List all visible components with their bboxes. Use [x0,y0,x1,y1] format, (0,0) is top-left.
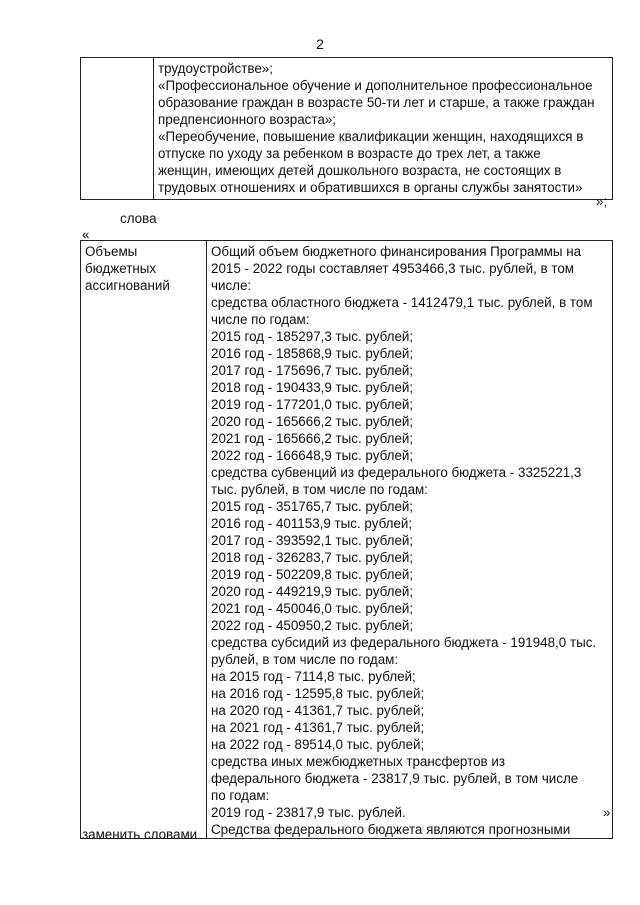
text-line: числе по годам: [211,312,310,327]
text-line: 2016 год - 401153,9 тыс. рублей; [211,516,413,531]
closing-quote: » [603,805,611,820]
text-line: 2017 год - 175696,7 тыс. рублей; [211,363,414,378]
text-line: по годам: [211,788,270,803]
text-line: на 2021 год - 41361,7 тыс. рублей; [211,720,425,735]
text-line: на 2020 год - 41361,7 тыс. рублей; [211,703,425,718]
instruction-words: слова [120,211,157,226]
text-line: 2020 год - 165666,2 тыс. рублей; [211,414,414,429]
text-line: 2016 год - 185868,9 тыс. рублей; [211,346,414,361]
text-line: «Профессиональное обучение и дополнительное профессиональное [158,78,593,93]
text-line: на 2015 год - 7114,8 тыс. рублей; [211,669,416,684]
text-line: женщин, имеющих детей дошкольного возраста, не состоящих в [158,163,562,178]
label-line: Объемы [85,244,138,259]
table-row [81,58,613,200]
text-line: трудовых отношениях и обратившихся в органы службы занятости» [158,180,583,195]
text-line: числе: [211,278,252,293]
text-line: 2019 год - 177201,0 тыс. рублей; [211,397,414,412]
text-line: 2015 - 2022 годы составляет 4953466,3 тыс. рублей, в том [211,261,575,276]
text-line: рублей, в том числе по годам: [211,652,399,667]
text-line: 2015 год - 351765,7 тыс. рублей; [211,499,414,514]
text-line: отпуске по уходу за ребенком в возрасте до трех лет, а также [158,146,541,161]
text-line: 2021 год - 450046,0 тыс. рублей; [211,601,414,616]
text-line: средства иных межбюджетных трансфертов из [211,754,505,769]
page-number: 2 [316,36,324,52]
opening-quote: « [82,227,90,242]
budget-table [80,240,613,839]
text-line: 2015 год - 185297,3 тыс. рублей; [211,329,414,344]
text-line: средства субвенций из федерального бюджета - 3325221,3 [211,465,582,480]
text-line: средства субсидий из федерального бюджета - 191948,0 тыс. [211,635,597,650]
text-line: 2022 год - 450950,2 тыс. рублей; [211,618,414,633]
budget-label-cell [81,241,207,839]
closing-quote: »; [596,194,608,209]
text-line: на 2022 год - 89514,0 тыс. рублей; [211,737,425,752]
table-row [81,241,613,839]
text-line: 2022 год - 166648,9 тыс. рублей; [211,448,414,463]
empty-label-cell [81,58,154,200]
program-items-table [80,57,613,200]
text-line: средства областного бюджета - 1412479,1 тыс. рублей, в том [211,295,593,310]
text-line: предпенсионного возраста»; [158,112,336,127]
text-line: «Переобучение, повышение квалификации женщин, находящихся в [158,129,584,144]
text-line: 2017 год - 393592,1 тыс. рублей; [211,533,414,548]
text-line: Средства федерального бюджета являются прогнозными [211,822,571,837]
text-line: 2018 год - 326283,7 тыс. рублей; [211,550,414,565]
text-line: 2018 год - 190433,9 тыс. рублей; [211,380,414,395]
text-line: Общий объем бюджетного финансирования Программы на [211,244,582,259]
text-line: образование граждан в возрасте 50-ти лет и старше, а также граждан [158,95,595,110]
text-line: 2021 год - 165666,2 тыс. рублей; [211,431,414,446]
label-line: ассигнований [85,278,170,293]
text-line: 2020 год - 449219,9 тыс. рублей; [211,584,414,599]
label-line: бюджетных [85,261,157,276]
program-items-cell [154,58,613,200]
text-line: тыс. рублей, в том числе по годам: [211,482,428,497]
replace-instruction: заменить словами [82,827,198,842]
text-line: федерального бюджета - 23817,9 тыс. рублей, в том числе [211,771,579,786]
budget-value-cell [207,241,613,839]
text-line: 2019 год - 502209,8 тыс. рублей; [211,567,414,582]
text-line: на 2016 год - 12595,8 тыс. рублей; [211,686,425,701]
text-line: трудоустройстве»; [158,61,273,76]
text-line: 2019 год - 23817,9 тыс. рублей. [211,805,406,820]
